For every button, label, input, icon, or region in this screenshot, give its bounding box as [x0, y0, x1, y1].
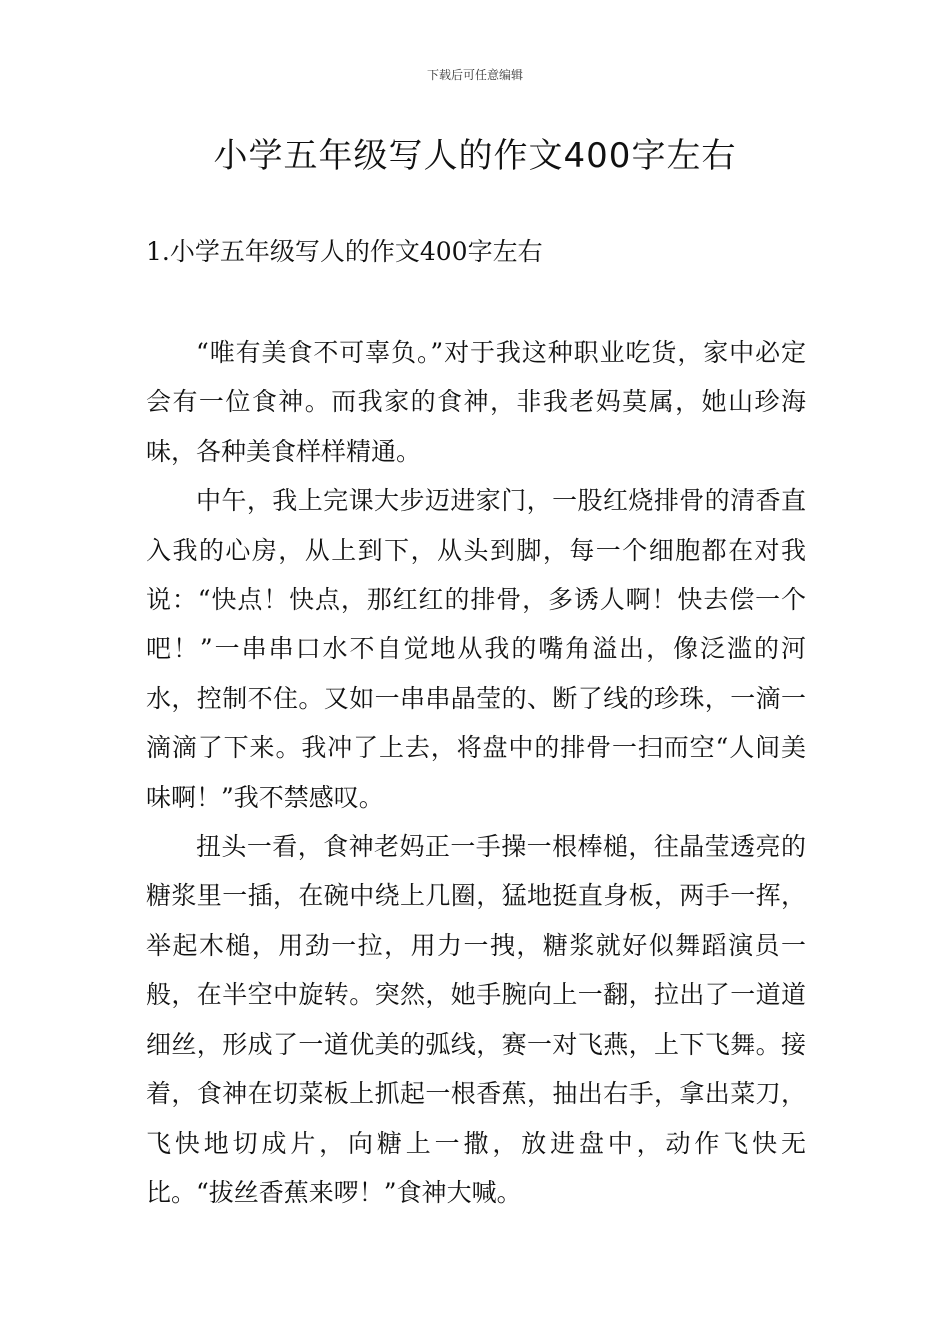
document-title: 小学五年级写人的作文400字左右 — [213, 136, 737, 176]
paragraph-2: 中午，我上完课大步迈进家门，一股红烧排骨的清香直入我的心房，从上到下，从头到脚，每一个细胞都在对我说：“快点！快点，那红红的排骨，多诱人啊！快去偿一个吧！”一串串口水不自觉地从我的嘴角溢出，像泛滥的河水，控制不住。又如一串串晶莹的、断了线的珍珠，一滴一滴滴了下来。我冲了上去，将盘中的排骨一扫而空“人间美味啊！”我不禁感叹。 — [146, 486, 806, 812]
header-note: 下载后可任意编辑 — [426, 68, 523, 82]
paragraph-1: “唯有美食不可辜负。”对于我这种职业吃货，家中必定会有一位食神。而我家的食神，非我老妈莫属，她山珍海味，各种美食样样精通。 — [146, 338, 806, 466]
essay-body — [146, 328, 806, 1217]
section-heading: 1.小学五年级写人的作文400字左右 — [146, 237, 543, 266]
paragraph-3: 扭头一看，食神老妈正一手操一根棒槌，往晶莹透亮的糖浆里一插，在碗中绕上几圈，猛地挺直身板，两手一挥，举起木槌，用劲一拉，用力一拽，糖浆就好似舞蹈演员一般，在半空中旋转。突然，她手腕向上一翻，拉出了一道道细丝，形成了一道优美的弧线，赛一对飞燕，上下飞舞。接着，食神在切菜板上抓起一根香蕉，抽出右手，拿出菜刀，飞快地切成片，向糖上一撒，放进盘中，动作飞快无比。“拔丝香蕉来啰！”食神大喊。 — [146, 832, 806, 1207]
